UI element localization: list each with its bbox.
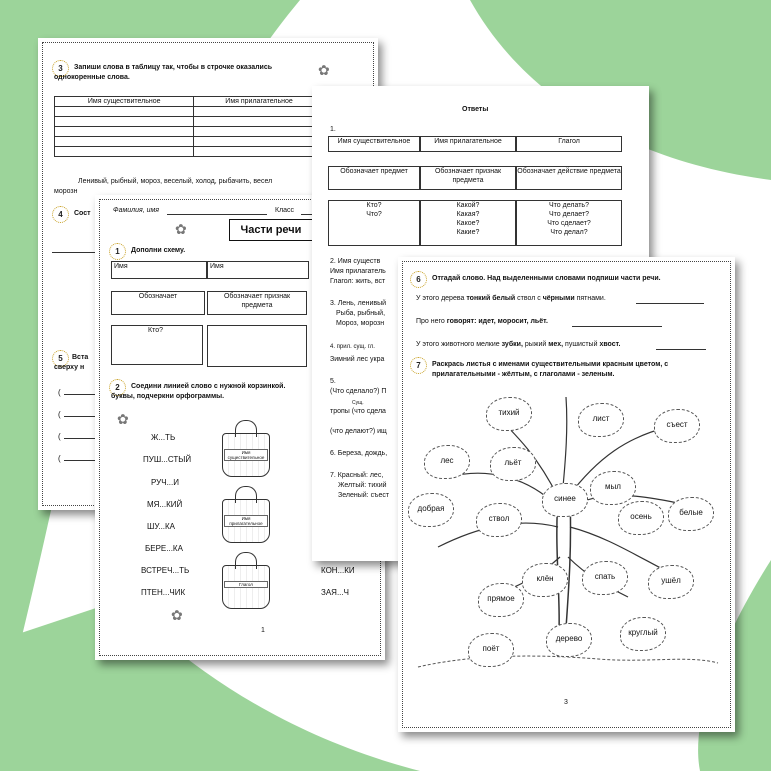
question: Что сделает? (547, 220, 591, 228)
task4-text: Сост (74, 210, 91, 217)
word-item[interactable]: ЗАЯ...Ч (321, 588, 349, 597)
riddle-highlight: мех, (548, 341, 564, 348)
tree-leaf[interactable]: осень (618, 501, 664, 535)
words-line: Ленивый, рыбный, мороз, веселый, холод, рыбачить, весел (78, 178, 273, 185)
scheme-question: Кто? (148, 327, 163, 334)
scheme-box-questions-1 (111, 325, 203, 365)
riddle-highlight: зубки, (501, 341, 523, 348)
basket-label: Имя существительное (224, 449, 268, 461)
answer-line: Имя прилагатель (330, 268, 386, 275)
scheme-box-adj (207, 261, 309, 279)
scheme-means-label: Обозначает (138, 293, 178, 300)
task1-text: Дополни схему. (131, 247, 186, 254)
word-item[interactable]: РУЧ...И (151, 478, 179, 487)
riddle-text: пятнами. (576, 295, 606, 302)
riddle-text: ствол с (517, 295, 541, 302)
task-number-6: 6 (410, 271, 427, 288)
question: Что делать? (549, 202, 589, 209)
answer-header: Глагол (516, 136, 622, 152)
basket-label: Имя прилагательное (224, 515, 268, 527)
name-line (167, 214, 267, 215)
tree-leaf[interactable]: ушёл (648, 565, 694, 599)
flower-icon: ✿ (318, 62, 330, 78)
answer-line: тропы (что сдела (330, 408, 386, 415)
word-item[interactable]: ВСТРЕЧ...ТЬ (141, 566, 190, 575)
word-item[interactable]: ПТЕН...ЧИК (141, 588, 186, 597)
basket-label: Глагол (224, 581, 268, 588)
scheme-box-noun (111, 261, 207, 279)
tree-leaf[interactable]: съест (654, 409, 700, 443)
answer-header: Имя существительное (328, 136, 420, 152)
name-label: Фамилия, имя (113, 207, 160, 214)
scheme-box-means-1 (111, 291, 205, 315)
tree-leaf[interactable]: добрая (408, 493, 454, 527)
basket-adjective[interactable] (222, 499, 270, 543)
table-header: Имя прилагательное (194, 97, 324, 107)
answer-questions-noun (328, 200, 420, 246)
basket-verb[interactable] (222, 565, 270, 609)
question: Какие? (456, 229, 480, 237)
question: Какой? (456, 202, 480, 209)
task-number-5: 5 (52, 350, 69, 367)
word-item[interactable]: ПУШ...СТЫЙ (143, 455, 192, 464)
task2-text-2: буквы, подчеркни орфограммы. (111, 393, 225, 400)
riddle-text: пушистый (565, 341, 598, 348)
answer-means: Обозначает признак предмета (420, 166, 516, 190)
flower-icon: ✿ (171, 607, 183, 623)
bracket: ( (58, 410, 61, 419)
word-item[interactable]: ШУ...КА (147, 522, 176, 531)
page-number: 3 (564, 699, 568, 706)
answer-line: Глагол: жить, вст (330, 278, 386, 285)
answer-line (64, 460, 98, 461)
tree-leaf[interactable]: синее (542, 483, 588, 517)
tree-leaf[interactable]: мыл (590, 471, 636, 505)
riddle-text: Про него (416, 318, 445, 325)
answer-line: 3. Лень, ленивый (330, 300, 387, 307)
answer-line: Зимний лес укра (330, 356, 385, 363)
task-number-2: 2 (109, 379, 126, 396)
answer-line: Желтый: тихий (338, 482, 387, 489)
tree-leaf[interactable]: дерево (546, 623, 592, 657)
answer-line: 4. прил. сущ. гл. (330, 344, 375, 350)
bracket: ( (58, 432, 61, 441)
task3-text-2: однокоренные слова. (54, 74, 130, 81)
riddle-text: У этого животного мелкие (416, 341, 500, 348)
answer-line: Сущ. (352, 400, 364, 406)
question: Кто? (366, 202, 382, 209)
task6-text: Отгадай слово. Над выделенными словами подпиши части речи. (432, 275, 661, 282)
tree-leaf[interactable]: лист (578, 403, 624, 437)
tree-leaf[interactable]: спать (582, 561, 628, 595)
class-label: Класс (275, 207, 295, 214)
bracket: ( (58, 454, 61, 463)
task3-text: Запиши слова в таблицу так, чтобы в строчке оказались (74, 64, 273, 71)
word-item[interactable]: Ж...ТЬ (151, 433, 176, 442)
answer-line (64, 394, 98, 395)
words-table (54, 96, 354, 157)
answer-line: 6. Береза, дождь, (330, 450, 388, 457)
task7-text: Раскрась листья с именами существительными красным цветом, с (432, 361, 669, 368)
page-title: Части речи (229, 219, 313, 241)
tree-leaf[interactable]: прямое (478, 583, 524, 617)
scheme-label: Имя (114, 263, 128, 270)
answer-line (64, 438, 98, 439)
tree-leaf[interactable]: тихий (486, 397, 532, 431)
answer-line: 2. Имя существ (330, 258, 381, 265)
task-number-4: 4 (52, 206, 69, 223)
words-line-2: морозн (54, 188, 78, 195)
tree-leaf[interactable]: поёт (468, 633, 514, 667)
riddle-text: рыжий (524, 341, 547, 348)
tree-leaf[interactable]: ствол (476, 503, 522, 537)
answer-line: Зеленый: съест (338, 492, 390, 499)
table-header: Имя существительное (55, 97, 194, 107)
riddle-text: У этого дерева (416, 295, 465, 302)
worksheet-page-tree (398, 257, 735, 732)
task-number-1: 1 (109, 243, 126, 260)
scheme-box-questions-2 (207, 325, 307, 367)
riddle-highlight: тонкий белый (466, 295, 516, 302)
task2-text: Соедини линией слово с нужной корзинкой. (131, 383, 286, 390)
task5-text-2: сверху н (54, 364, 85, 371)
scheme-box-means-2 (207, 291, 307, 315)
tree-leaf[interactable]: лес (424, 445, 470, 479)
bracket: ( (58, 388, 61, 397)
scheme-label: Имя (210, 263, 224, 270)
answer-questions-adj (420, 200, 516, 246)
answer-line: 7. Красный: лес, (330, 472, 384, 479)
flower-icon: ✿ (175, 221, 187, 237)
question: Какое? (456, 220, 480, 228)
task-number-7: 7 (410, 357, 427, 374)
task5-text: Вста (72, 354, 89, 361)
question: Что делает? (548, 211, 590, 219)
answer-item-1: 1. (330, 126, 336, 133)
word-item[interactable]: БЕРЕ...КА (145, 544, 183, 553)
answer-line: 5. (330, 378, 336, 385)
flower-icon: ✿ (117, 411, 129, 427)
answer-line: (Что сделало?) П (330, 388, 387, 395)
answer-means: Обозначает предмет (328, 166, 420, 190)
answer-header: Имя прилагательное (420, 136, 516, 152)
task7-text-2: прилагательными - жёлтым, с глаголами - зеленым. (432, 371, 615, 378)
answer-line (64, 416, 98, 417)
answer-line: Рыба, рыбный, (336, 310, 386, 317)
tree-leaf[interactable]: клён (522, 563, 568, 597)
basket-noun[interactable] (222, 433, 270, 477)
answer-questions-verb (516, 200, 622, 246)
riddle-highlight: чёрными (542, 295, 575, 302)
question: Какая? (456, 211, 480, 219)
tree-leaf[interactable]: белые (668, 497, 714, 531)
page-number: 1 (261, 627, 265, 634)
question: Что делал? (550, 229, 588, 237)
word-item[interactable]: МЯ...КИЙ (147, 500, 183, 509)
task-number-3: 3 (52, 60, 69, 77)
riddle-highlight: говорят: идет, моросит, льёт. (446, 318, 548, 325)
word-item[interactable]: КОН...КИ (321, 566, 355, 575)
answer-line: Мороз, морозн (336, 320, 385, 327)
tree-leaf[interactable]: круглый (620, 617, 666, 651)
question: Что? (366, 211, 382, 219)
answer-means: Обозначает действие предмета (516, 166, 622, 190)
riddle-highlight: хвост. (599, 341, 621, 348)
scheme-means-label: Обозначает признак предмета (223, 293, 291, 310)
answer-line: (что делают?) ищ (330, 428, 387, 435)
tree-leaf[interactable]: льёт (490, 447, 536, 481)
answers-title: Ответы (462, 106, 489, 113)
